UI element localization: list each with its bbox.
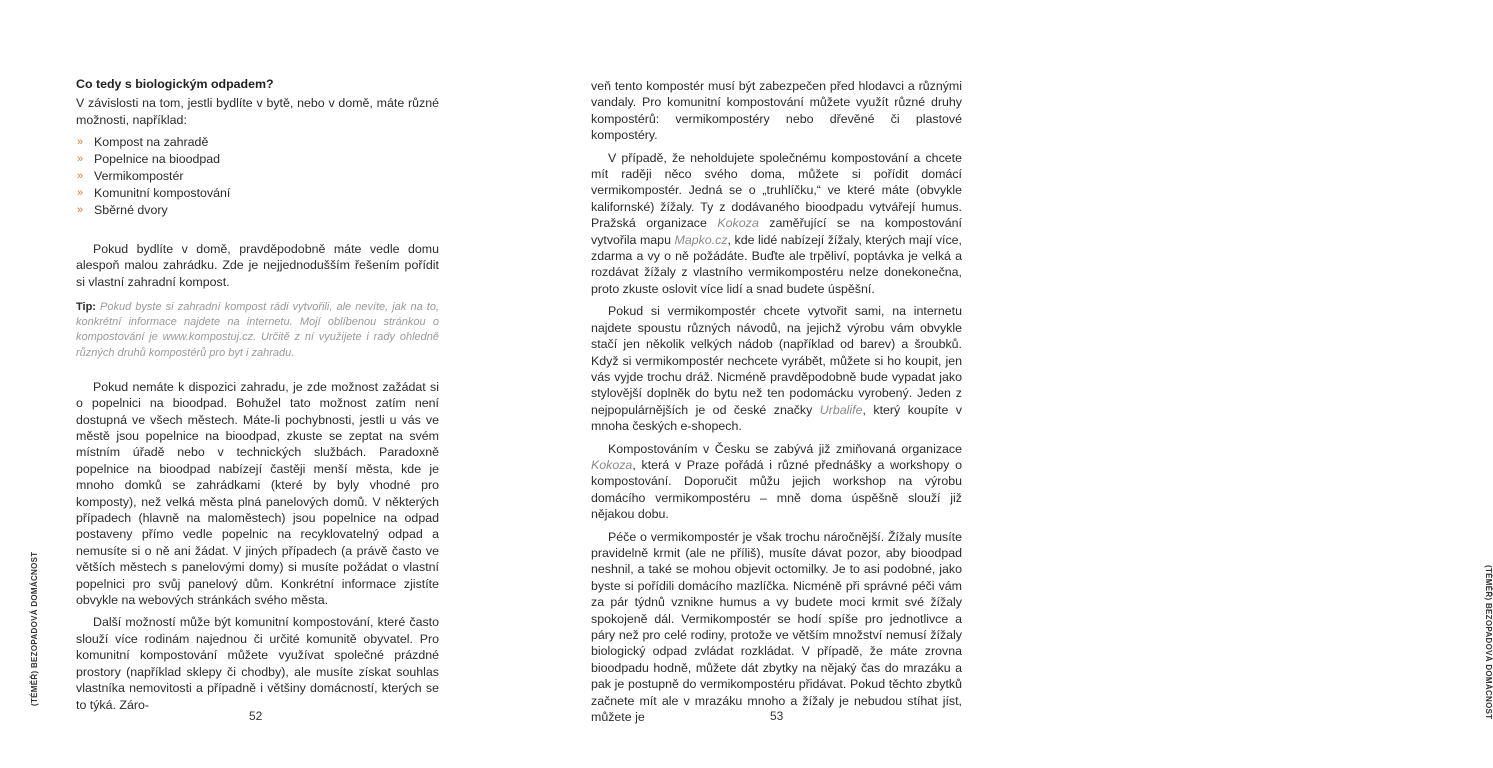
continued-paragraph: veň tento kompostér musí být zabezpečen před hlodavci a různými vandaly. Pro komunitní kompostování můžete využít různé druhy kompostérů: vermikompostéry nebo dřevěné či plastové kompostéry.: [591, 79, 962, 143]
bullet-icon: »: [77, 170, 84, 183]
community-paragraph: Další možností může být komunitní kompostování, které často slouží více rodinám najednou či určité komunitě obyvatel. Pro komunitní kompostování můžete využívat společné prázdné prostory (například sklepy či chodby), ale musíte získat souhlas vlastníka nemovitosti a případně i většiny domácností, kterých se to týká. Záro-: [76, 615, 439, 712]
tip-text: Pokud byste si zahradní kompost rádi vytvořili, ale nevíte, jak na to, konkrétní informace najdete na internetu. Mojí oblíbenou stránkou o kompostování je www.kompostuj.cz. Určitě z ní využijete i rady ohledně různých druhů kompostérů pro byt i zahradu.: [76, 300, 439, 359]
running-head: (TÉMĚŘ) BEZOPADOVÁ DOMÁCNOST: [30, 551, 39, 706]
vermicompost-paragraph: V případě, že neholdujete společnému kompostování a chcete mít raději něco svého doma, můžete si pořídit domácí vermikompostér. Jedná se o „truhlíčku,“ ve které máte (obvykle kalifornské) žížaly. Ty z dodávaného bioodpadu vytvářejí humus. Pražská organizace Kokoza zaměřující se na kompostování vytvořila mapu Mapko.cz, kde lidé nabízejí žížaly, kterých mají více, zdarma a vy o ně požádáte. Buďte ale trpěliví, poptávka je velká a rozdávat žížaly z vlastního vermikompostéru nelze donekonečna, proto zkuste oslovit více lidí a snad budete úspěšní.: [591, 150, 962, 296]
list-item: » Sběrné dvory: [77, 202, 168, 217]
list-item: » Vermikompostér: [77, 169, 184, 184]
garden-paragraph: Pokud bydlíte v domě, pravděpodobně máte vedle domu alespoň malou zahrádku. Zde je nejjednodušším řešením pořídit si vlastní zahradní kompost.: [76, 241, 439, 289]
kokoza-link: Kokoza: [717, 216, 759, 231]
mapko-link: Mapko.cz: [674, 232, 728, 247]
page-number: 52: [249, 709, 263, 723]
bullet-icon: »: [77, 203, 84, 216]
list-item: » Komunitní kompostování: [77, 185, 231, 200]
bullet-icon: »: [77, 153, 84, 166]
left-text-block: [76, 76, 439, 719]
page-number: 53: [770, 709, 784, 723]
intro-paragraph: V závislosti na tom, jestli bydlíte v bytě, nebo v domě, máte různé možnosti, například:: [76, 96, 439, 127]
options-list: [76, 134, 439, 218]
bin-paragraph: Pokud nemáte k dispozici zahradu, je zde možnost zažádat si o popelnici na bioodpad. Bohužel tato možnost zatím není dostupná ve všech městech. Máte-li pochybnosti, jestli u vás ve městě jsou popelnice na bioodpad, zkuste se zeptat na svém místním úřadě nebo v technických službách. Paradoxně popelnice na bioodpad nabízejí častěji menší města, kde je mnoho domků se zahrádkami (které by byly vhodné pro komposty), než velká města plná panelových domů. V některých případech (hlavně na maloměstech) jsou popelnice na odpad postaveny přímo vedle popelnic na recyklovatelný odpad a nemusíte si o ně ani žádat. V jiných případech (a právě často ve větších městech s panelovými domy) si musíte požádat o vlastní popelnici pro svůj panelový dům. Konkrétní informace zjistíte obvykle na webových stránkách svého města.: [76, 379, 439, 608]
right-page: [512, 0, 1493, 768]
tip-box: [76, 300, 439, 361]
care-paragraph: Péče o vermikompostér je však trochu náročnější. Žížaly musíte pravidelně krmit (ale ne příliš), musíte dávat pozor, aby bioodpad neshnil, a také se mohou objevit octomilky. Je to asi podobné, jako byste si pořídili domácího mazlíčka. Nicméně při správné péči vám za pár týdnů vznikne humus a vy budete moci krmit své žížaly spokojeně dál. Vermikompostér se hodí spíše pro jednotlivce a páry než pro celé rodiny, protože ve větším množství nemusí žížaly biologický odpad zvládat rozkládat. V případě, že máte zrovna bioodpadu hodně, můžete dát zbytky na nějaký čas do mrazáku a pak je postupně do vermikompostéru přidávat. Pokud těchto zbytků začnete mít ale v mrazáku mnoho a žížaly je nebudou stíhat jíst, můžete je: [591, 529, 962, 725]
list-item: » Popelnice na bioodpad: [77, 152, 221, 167]
right-text-block: [591, 78, 962, 731]
list-item: » Kompost na zahradě: [77, 135, 209, 150]
kokoza-link-2: Kokoza: [591, 457, 633, 472]
section-heading: Co tedy s biologickým odpadem?: [76, 77, 274, 91]
urbalife-link: Urbalife: [819, 402, 863, 417]
running-head: (TÉMĚŘ) BEZOPADOVÁ DOMÁCNOST: [1484, 565, 1493, 720]
diy-paragraph: Pokud si vermikompostér chcete vytvořit sami, na internetu najdete spoustu různých návodů, na jejichž výrobu vám obvykle stačí jen několik velkých nádob (například od barev) a šroubků. Když si vermikompostér nechcete vyrábět, můžete si ho koupit, jen vás vyjde trochu dráž. Nicméně pravděpodobně bude vypadat jako stylovější doplněk do bytu než ten podomácku vyrobený. Jeden z nejpopulárnějších je od české značky Urbalife, který koupíte v mnoha českých e-shopech.: [591, 304, 962, 434]
bullet-icon: »: [77, 186, 84, 199]
left-page: [0, 0, 512, 768]
tip-label: Tip:: [76, 300, 96, 313]
kokoza-paragraph: Kompostováním v Česku se zabývá již zmiňovaná organizace Kokoza, která v Praze pořádá i různé přednášky a workshopy o kompostování. Doporučit můžu jejich workshop na výrobu domácího vermikompostéru – mně doma úspěšně slouží již nějakou dobu.: [591, 441, 962, 522]
bullet-icon: »: [77, 136, 84, 149]
